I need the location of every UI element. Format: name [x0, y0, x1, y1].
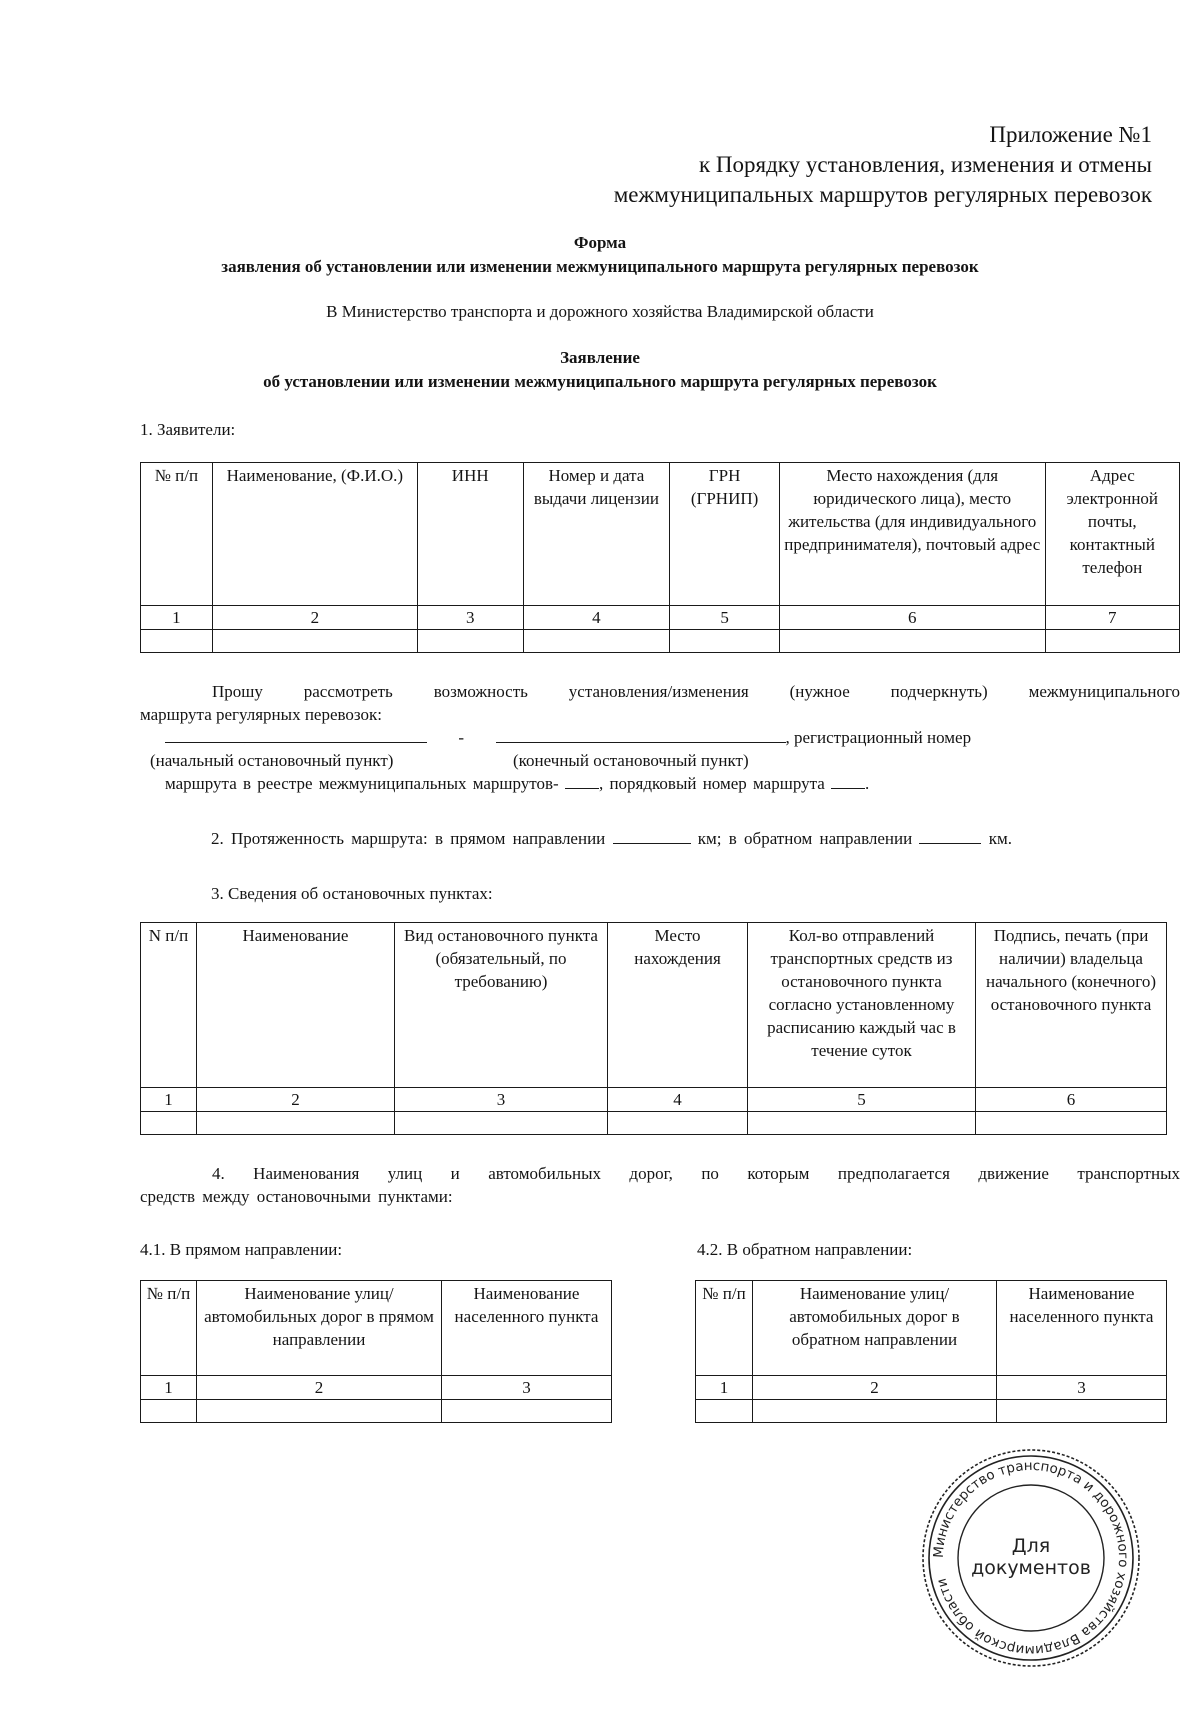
registry-label: маршрута в реестре межмуниципальных маршрутов- — [165, 774, 559, 793]
order-number-label: , порядковый номер маршрута — [598, 774, 825, 793]
empty-row — [141, 1112, 1167, 1135]
empty-cell[interactable] — [608, 1112, 748, 1135]
empty-row — [141, 630, 1180, 653]
ministry-stamp — [920, 1447, 1142, 1669]
empty-cell[interactable] — [141, 630, 213, 653]
empty-row — [141, 1400, 612, 1423]
header-cell: N п/п — [141, 923, 197, 1088]
empty-cell[interactable] — [523, 630, 670, 653]
empty-cell[interactable] — [141, 1112, 197, 1135]
appendix-title: Приложение №1 — [989, 122, 1152, 147]
column-number-row — [141, 606, 1180, 630]
number-cell: 3 — [997, 1376, 1167, 1400]
length-forward-label: 2. Протяженность маршрута: в прямом направлении — [211, 829, 606, 848]
empty-cell[interactable] — [753, 1400, 997, 1423]
empty-row — [696, 1400, 1167, 1423]
header-cell: Вид остановочного пункта (обязательный, по требованию) — [395, 923, 608, 1088]
number-cell: 3 — [395, 1088, 608, 1112]
section4-line1: 4. Наименования улиц и автомобильных дорог, по которым предполагается движение транспортных — [212, 1164, 1180, 1183]
reverse-streets-table — [695, 1280, 1167, 1423]
order-number-blank[interactable] — [831, 773, 865, 789]
request-line1: Прошу рассмотреть возможность установления/изменения (нужное подчеркнуть) межмуниципального — [212, 682, 1180, 701]
empty-cell[interactable] — [197, 1400, 442, 1423]
number-cell: 2 — [197, 1376, 442, 1400]
number-cell: 1 — [696, 1376, 753, 1400]
end-point-caption: (конечный остановочный пункт) — [513, 751, 749, 770]
length-reverse-label: км; в обратном направлении — [697, 829, 913, 848]
header-cell: № п/п — [141, 463, 213, 606]
header-cell: Наименование улиц/автомобильных дорог в прямом направлении — [197, 1281, 442, 1376]
applicants-table — [140, 462, 1180, 653]
period-mark: . — [865, 774, 870, 793]
start-point-blank[interactable] — [165, 727, 427, 743]
header-cell: Место нахождения (для юридического лица), место жительства (для индивидуального предпринимателя), почтовый адрес — [779, 463, 1045, 606]
forward-streets-table — [140, 1280, 612, 1423]
length-forward-blank[interactable] — [613, 828, 691, 844]
header-cell: Наименование населенного пункта — [997, 1281, 1167, 1376]
number-cell: 2 — [197, 1088, 395, 1112]
header-cell: № п/п — [696, 1281, 753, 1376]
route-endpoints-line — [165, 726, 971, 749]
stops-table — [140, 922, 1167, 1135]
number-cell: 5 — [670, 606, 780, 630]
form-title: Форма — [573, 233, 627, 252]
request-line2: маршрута регулярных перевозок: — [140, 705, 383, 724]
section3-label: 3. Сведения об остановочных пунктах: — [211, 884, 493, 903]
number-cell: 1 — [141, 1088, 197, 1112]
section2-line — [211, 827, 1012, 850]
number-cell: 4 — [523, 606, 670, 630]
statement-subtitle: об установлении или изменении межмуниципального маршрута регулярных перевозок — [263, 372, 937, 391]
number-cell: 3 — [417, 606, 523, 630]
header-cell: № п/п — [141, 1281, 197, 1376]
addressee: В Министерство транспорта и дорожного хозяйства Владимирской области — [326, 302, 874, 321]
header-cell: ГРН (ГРНИП) — [670, 463, 780, 606]
column-number-row — [696, 1376, 1167, 1400]
appendix-header — [614, 120, 1152, 210]
length-reverse-blank[interactable] — [919, 828, 981, 844]
header-cell: Наименование — [197, 923, 395, 1088]
header-cell: Место нахождения — [608, 923, 748, 1088]
number-cell: 1 — [141, 606, 213, 630]
number-cell: 4 — [608, 1088, 748, 1112]
start-point-caption: (начальный остановочный пункт) — [150, 751, 394, 770]
route-dash: - — [458, 728, 465, 747]
number-cell: 1 — [141, 1376, 197, 1400]
empty-cell[interactable] — [442, 1400, 612, 1423]
statement-title: Заявление — [560, 348, 640, 367]
header-cell: Наименование населенного пункта — [442, 1281, 612, 1376]
empty-cell[interactable] — [141, 1400, 197, 1423]
km-unit: км. — [988, 829, 1012, 848]
stamp-center-line2: документов — [971, 1557, 1091, 1579]
empty-cell[interactable] — [997, 1400, 1167, 1423]
empty-cell[interactable] — [976, 1112, 1167, 1135]
appendix-line3: межмуниципальных маршрутов регулярных перевозок — [613, 182, 1152, 207]
appendix-line2: к Порядку установления, изменения и отмены — [698, 152, 1152, 177]
table-header-row — [141, 463, 1180, 606]
section1-label: 1. Заявители: — [140, 420, 236, 439]
header-cell: Наименование улиц/автомобильных дорог в обратном направлении — [753, 1281, 997, 1376]
empty-cell[interactable] — [197, 1112, 395, 1135]
header-cell: Номер и дата выдачи лицензии — [523, 463, 670, 606]
form-subtitle: заявления об установлении или изменении межмуниципального маршрута регулярных перевозок — [221, 257, 979, 276]
column-number-row — [141, 1376, 612, 1400]
empty-cell[interactable] — [748, 1112, 976, 1135]
empty-cell[interactable] — [670, 630, 780, 653]
table-header-row — [696, 1281, 1167, 1376]
header-cell: Подпись, печать (при наличии) владельца начального (конечного) остановочного пункта — [976, 923, 1167, 1088]
number-cell: 2 — [212, 606, 417, 630]
header-cell: Наименование, (Ф.И.О.) — [212, 463, 417, 606]
reverse-direction-label: 4.2. В обратном направлении: — [697, 1240, 913, 1259]
section4-line2: средств между остановочными пунктами: — [140, 1187, 453, 1206]
stamp-ring-text: Министерство транспорта и дорожного хозяйства Владимирской области — [930, 1457, 1132, 1659]
table-header-row — [141, 1281, 612, 1376]
number-cell: 2 — [753, 1376, 997, 1400]
empty-cell[interactable] — [1045, 630, 1179, 653]
table-header-row — [141, 923, 1167, 1088]
empty-cell[interactable] — [395, 1112, 608, 1135]
forward-direction-label: 4.1. В прямом направлении: — [140, 1240, 343, 1259]
header-cell: Кол-во отправлений транспортных средств из остановочного пункта согласно установленному расписанию каждый час в течение суток — [748, 923, 976, 1088]
empty-cell[interactable] — [696, 1400, 753, 1423]
header-cell: ИНН — [417, 463, 523, 606]
number-cell: 3 — [442, 1376, 612, 1400]
empty-cell[interactable] — [417, 630, 523, 653]
number-cell: 7 — [1045, 606, 1179, 630]
stamp-center-line1: Для — [1011, 1535, 1051, 1557]
registry-number-blank[interactable] — [565, 773, 599, 789]
number-cell: 6 — [976, 1088, 1167, 1112]
empty-cell[interactable] — [212, 630, 417, 653]
registry-line — [165, 772, 869, 795]
number-cell: 6 — [779, 606, 1045, 630]
reg-number-label: , регистрационный номер — [785, 728, 972, 747]
column-number-row — [141, 1088, 1167, 1112]
empty-cell[interactable] — [779, 630, 1045, 653]
header-cell: Адрес электронной почты, контактный телефон — [1045, 463, 1179, 606]
number-cell: 5 — [748, 1088, 976, 1112]
end-point-blank[interactable] — [496, 727, 786, 743]
